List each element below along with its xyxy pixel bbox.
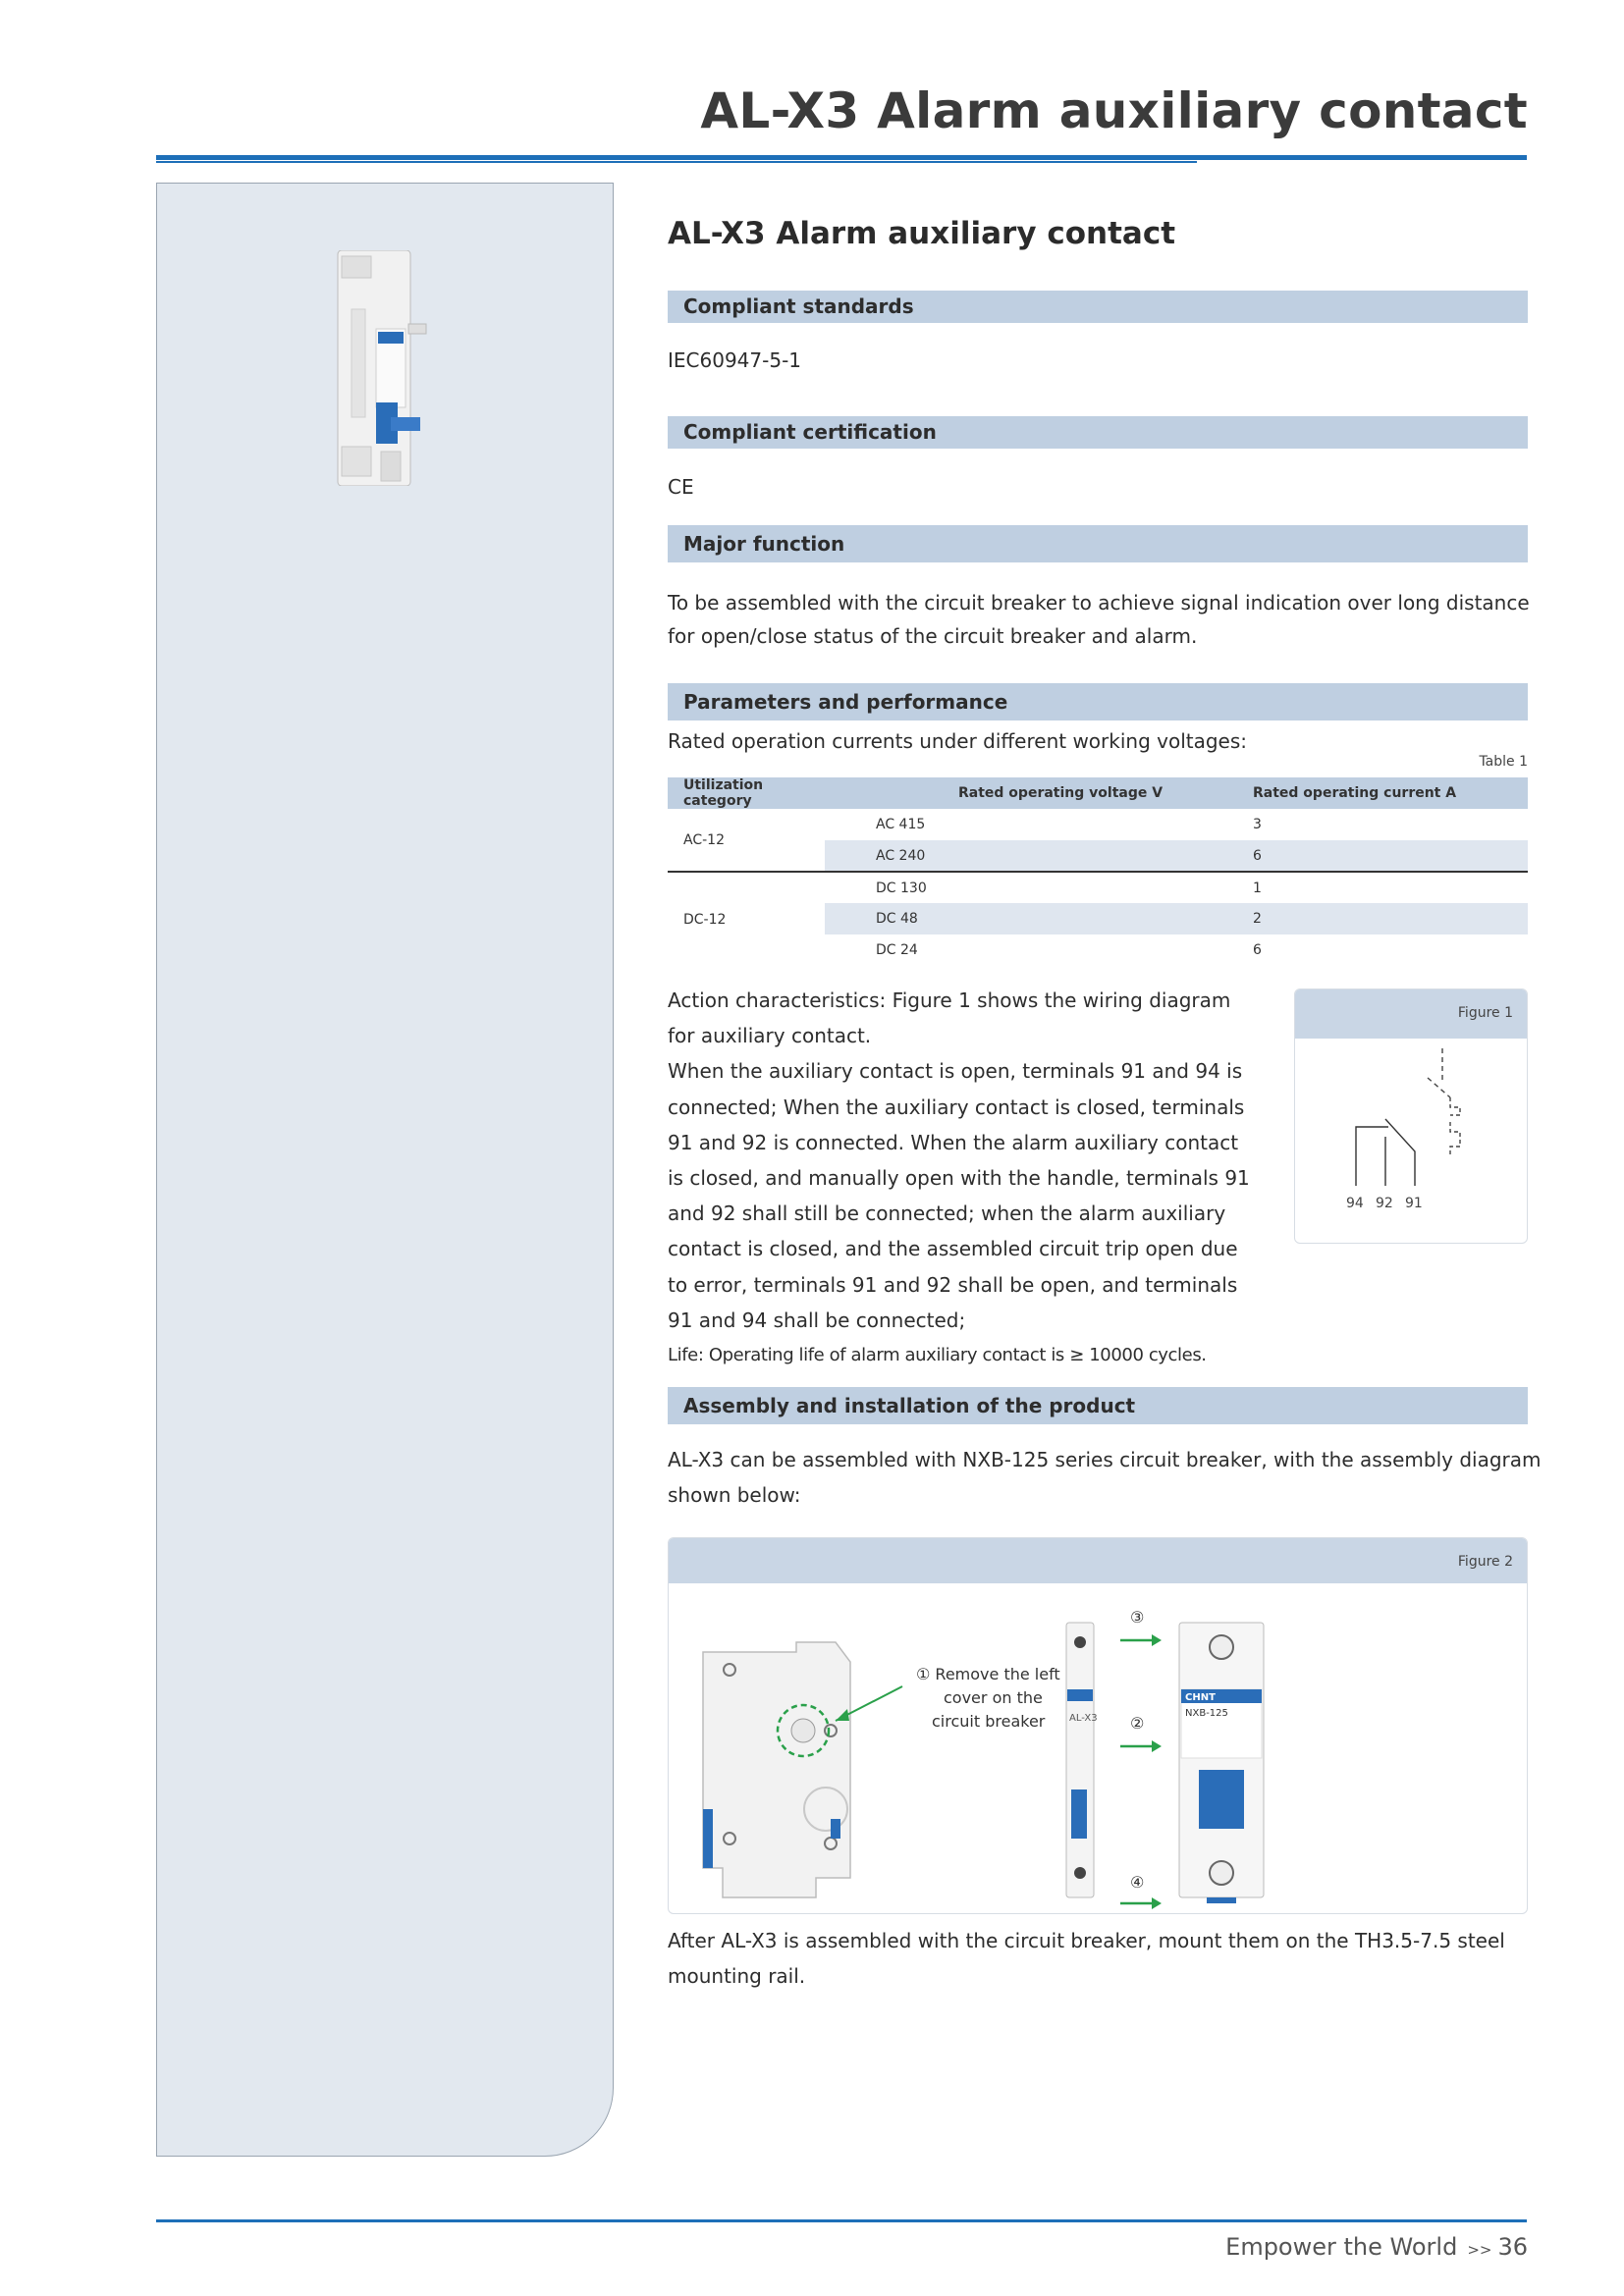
assembly-diagram <box>669 1583 1528 1913</box>
table-cell-category: AC-12 <box>668 809 825 872</box>
breaker-model: NXB-125 <box>1185 1708 1228 1719</box>
action-line: Action characteristics: Figure 1 shows the wiring diagram <box>668 988 1231 1012</box>
footer <box>1225 2233 1528 2261</box>
table-header-category: Utilization category <box>668 777 825 809</box>
action-line: connected; When the auxiliary contact is closed, terminals <box>668 1095 1245 1119</box>
figure-1-label: Figure 1 <box>1457 1005 1513 1021</box>
step-2-label: ② <box>1130 1714 1145 1733</box>
table-row <box>668 872 1528 903</box>
action-line: 91 and 92 is connected. When the alarm auxiliary contact <box>668 1130 1239 1154</box>
footer-arrows: >> <box>1467 2241 1492 2259</box>
terminal-label: 91 <box>1405 1196 1423 1211</box>
step-4-label: ④ <box>1130 1873 1145 1892</box>
action-line: and 92 shall still be connected; when the alarm auxiliary <box>668 1201 1226 1226</box>
terminal-label: 92 <box>1376 1196 1393 1211</box>
certification-heading: Compliant certification <box>668 416 1528 449</box>
header-rule-thin <box>156 161 1197 163</box>
table-header-current: Rated operating current A <box>1253 777 1528 809</box>
table-cell-voltage: DC 24 <box>876 942 918 958</box>
table-cell-voltage: DC 130 <box>876 880 927 896</box>
table-cell-current: 1 <box>1253 880 1262 896</box>
function-heading: Major function <box>668 525 1528 562</box>
terminal-label: 94 <box>1346 1196 1364 1211</box>
rated-current-table <box>668 777 1528 966</box>
page-number: 36 <box>1497 2233 1528 2261</box>
function-line-1: To be assembled with the circuit breaker to achieve signal indication over long distance <box>668 591 1530 614</box>
breaker-brand: CHNT <box>1185 1692 1216 1703</box>
device-label: AL-X3 <box>1069 1713 1098 1724</box>
table-cell-voltage: AC 415 <box>876 817 926 832</box>
figure-1-tab <box>1295 989 1527 1039</box>
table-cell-current: 6 <box>1253 942 1262 958</box>
header-rule <box>156 155 1527 160</box>
figure-2-tab <box>669 1538 1527 1583</box>
step-3-label: ③ <box>1130 1608 1145 1627</box>
life-text: Life: Operating life of alarm auxiliary contact is ≥ 10000 cycles. <box>668 1345 1207 1365</box>
callout-line-1: ① Remove the left <box>916 1665 1060 1683</box>
section-title: AL-X3 Alarm auxiliary contact <box>668 216 1176 251</box>
page-title: AL-X3 Alarm auxiliary contact <box>700 82 1528 139</box>
footer-rule <box>156 2219 1527 2222</box>
after-assembly-line-1: After AL-X3 is assembled with the circuit breaker, mount them on the TH3.5-7.5 steel <box>668 1929 1505 1952</box>
table-cell-category: DC-12 <box>683 911 727 928</box>
standards-heading: Compliant standards <box>668 291 1528 323</box>
certification-text: CE <box>668 475 694 499</box>
assembly-line-1: AL-X3 can be assembled with NXB-125 series circuit breaker, with the assembly diagram <box>668 1448 1542 1471</box>
action-line: 91 and 94 shall be connected; <box>668 1308 966 1332</box>
action-line: contact is closed, and the assembled circuit trip open due <box>668 1237 1238 1261</box>
parameters-heading: Parameters and performance <box>668 683 1528 721</box>
table-cell-current: 2 <box>1253 903 1528 934</box>
figure-2-label: Figure 2 <box>1457 1554 1513 1570</box>
table-cell-voltage: DC 48 <box>825 903 1253 934</box>
action-line: to error, terminals 91 and 92 shall be open, and terminals <box>668 1272 1238 1297</box>
parameters-intro: Rated operation currents under different working voltages: <box>668 729 1248 753</box>
callout-line-2: cover on the <box>944 1688 1043 1707</box>
action-line: for auxiliary contact. <box>668 1024 872 1048</box>
callout-line-3: circuit breaker <box>932 1712 1046 1731</box>
standards-text: IEC60947-5-1 <box>668 348 802 372</box>
wiring-diagram <box>1295 1039 1528 1244</box>
table-cell-current: 6 <box>1253 840 1528 872</box>
table-cell-current: 3 <box>1253 817 1262 832</box>
product-image <box>332 250 434 486</box>
action-line: is closed, and manually open with the handle, terminals 91 <box>668 1166 1250 1191</box>
table-row <box>668 809 1528 840</box>
figure-2 <box>668 1537 1528 1914</box>
action-line: When the auxiliary contact is open, terminals 91 and 94 is <box>668 1059 1243 1084</box>
table-caption: Table 1 <box>1479 754 1528 770</box>
assembly-line-2: shown below: <box>668 1483 801 1507</box>
action-text <box>668 983 1250 1338</box>
after-assembly-line-2: mounting rail. <box>668 1964 806 1988</box>
table-cell-voltage: AC 240 <box>825 840 1253 872</box>
function-line-2: for open/close status of the circuit breaker and alarm. <box>668 624 1198 648</box>
table-header-voltage: Rated operating voltage V <box>825 777 1253 809</box>
figure-1 <box>1294 988 1528 1244</box>
assembly-heading: Assembly and installation of the product <box>668 1387 1528 1424</box>
footer-slogan: Empower the World <box>1225 2233 1458 2261</box>
